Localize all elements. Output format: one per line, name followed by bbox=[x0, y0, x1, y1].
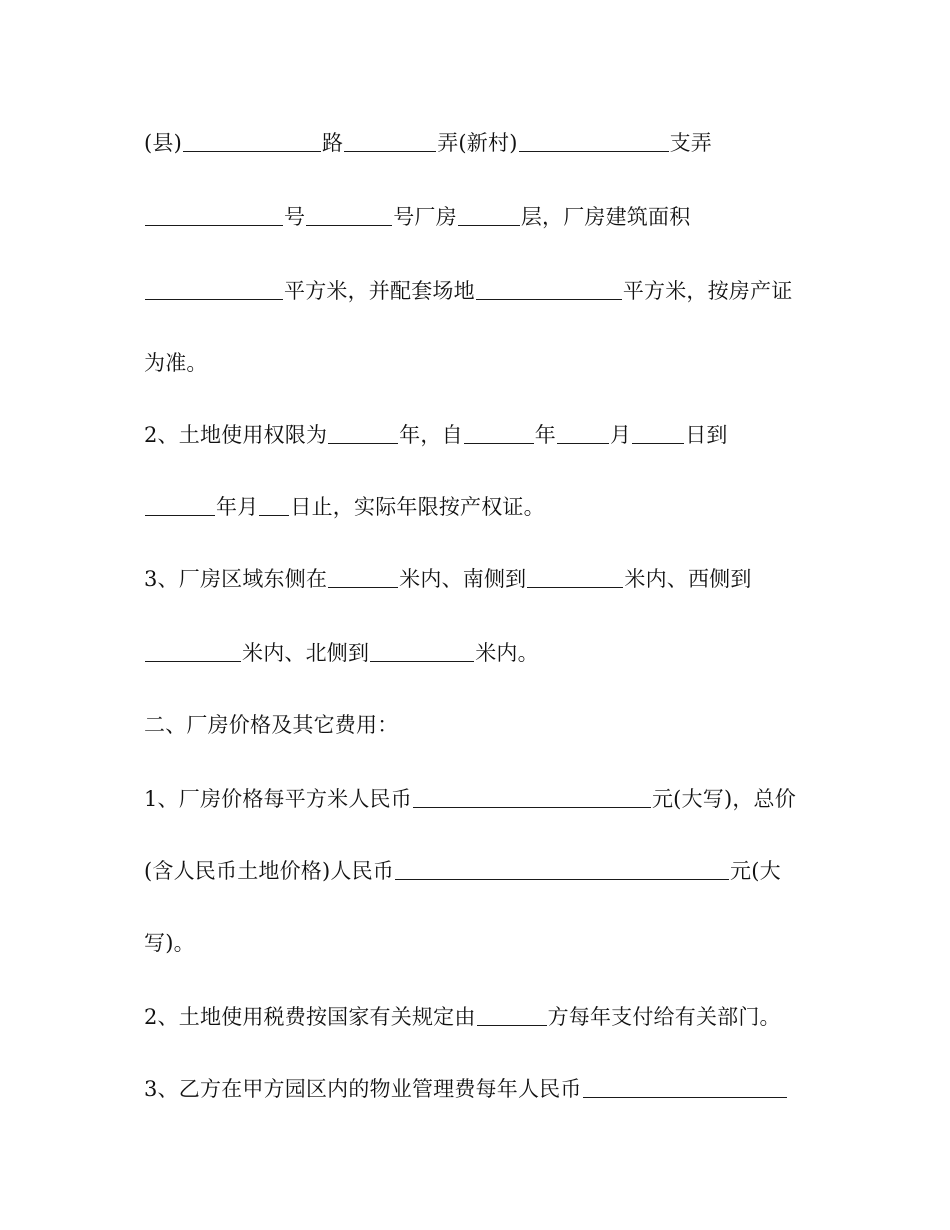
text-segment: 米内、南侧到 bbox=[399, 567, 527, 591]
fill-blank bbox=[464, 441, 534, 444]
text-segment: 1、厂房价格每平方米人民币 bbox=[144, 787, 412, 811]
text-segment: 3、厂房区域东侧在 bbox=[144, 567, 328, 591]
text-line bbox=[144, 1074, 788, 1104]
text-segment: 月 bbox=[609, 423, 632, 447]
text-segment: 平方米，按房产证 bbox=[622, 279, 793, 303]
text-line bbox=[144, 1002, 781, 1032]
fill-blank bbox=[306, 223, 392, 226]
fill-blank bbox=[632, 441, 684, 444]
text-line bbox=[144, 856, 781, 886]
text-segment: 支弄 bbox=[669, 131, 712, 155]
fill-blank bbox=[183, 149, 321, 152]
fill-blank bbox=[413, 805, 651, 808]
fill-blank bbox=[328, 585, 398, 588]
fill-blank bbox=[395, 877, 729, 880]
fill-blank bbox=[145, 223, 283, 226]
text-segment: 号厂房 bbox=[393, 205, 457, 229]
text-segment: 日止，实际年限按产权证。 bbox=[290, 495, 545, 519]
section-heading bbox=[144, 710, 398, 740]
text-segment: 平方米，并配套场地 bbox=[284, 279, 475, 303]
fill-blank bbox=[145, 297, 283, 300]
text-segment: 写)。 bbox=[144, 931, 195, 955]
fill-blank bbox=[328, 441, 398, 444]
text-line bbox=[144, 928, 195, 958]
fill-blank bbox=[370, 659, 474, 662]
text-segment: 二、厂房价格及其它费用： bbox=[144, 713, 399, 737]
text-line bbox=[144, 420, 728, 450]
text-segment: (含人民币土地价格)人民币 bbox=[144, 859, 394, 883]
text-segment: 号 bbox=[284, 205, 306, 229]
text-line bbox=[144, 128, 712, 158]
fill-blank bbox=[476, 297, 622, 300]
text-segment: 层，厂房建筑面积 bbox=[520, 205, 691, 229]
fill-blank bbox=[519, 149, 669, 152]
fill-blank bbox=[583, 1095, 787, 1098]
text-segment: 3、乙方在甲方园区内的物业管理费每年人民币 bbox=[144, 1077, 582, 1101]
text-line bbox=[144, 202, 690, 232]
text-segment: 方每年支付给有关部门。 bbox=[547, 1005, 781, 1029]
text-segment: 弄(新村) bbox=[437, 131, 518, 155]
text-segment: 日到 bbox=[685, 423, 728, 447]
fill-blank bbox=[145, 659, 241, 662]
text-segment: (县) bbox=[144, 131, 182, 155]
text-segment: 年月 bbox=[216, 495, 259, 519]
text-line bbox=[144, 348, 208, 378]
text-segment: 路 bbox=[322, 131, 344, 155]
text-line bbox=[144, 564, 752, 594]
text-segment: 米内、西侧到 bbox=[624, 567, 752, 591]
fill-blank bbox=[557, 441, 609, 444]
text-segment: 年，自 bbox=[399, 423, 463, 447]
fill-blank bbox=[527, 585, 623, 588]
text-segment: 2、土地使用税费按国家有关规定由 bbox=[144, 1005, 476, 1029]
text-line bbox=[144, 492, 545, 522]
text-segment: 为准。 bbox=[144, 351, 208, 375]
fill-blank bbox=[477, 1023, 547, 1026]
text-segment: 米内、北侧到 bbox=[242, 641, 370, 665]
fill-blank bbox=[259, 513, 289, 516]
text-line bbox=[144, 784, 796, 814]
text-segment: 元(大写)，总价 bbox=[651, 787, 796, 811]
text-line bbox=[144, 638, 539, 668]
text-segment: 2、土地使用权限为 bbox=[144, 423, 328, 447]
text-segment: 元(大 bbox=[730, 859, 781, 883]
text-segment: 米内。 bbox=[475, 641, 539, 665]
fill-blank bbox=[145, 513, 215, 516]
text-segment: 年 bbox=[534, 423, 556, 447]
fill-blank bbox=[344, 149, 436, 152]
text-line bbox=[144, 276, 792, 306]
fill-blank bbox=[458, 223, 520, 226]
